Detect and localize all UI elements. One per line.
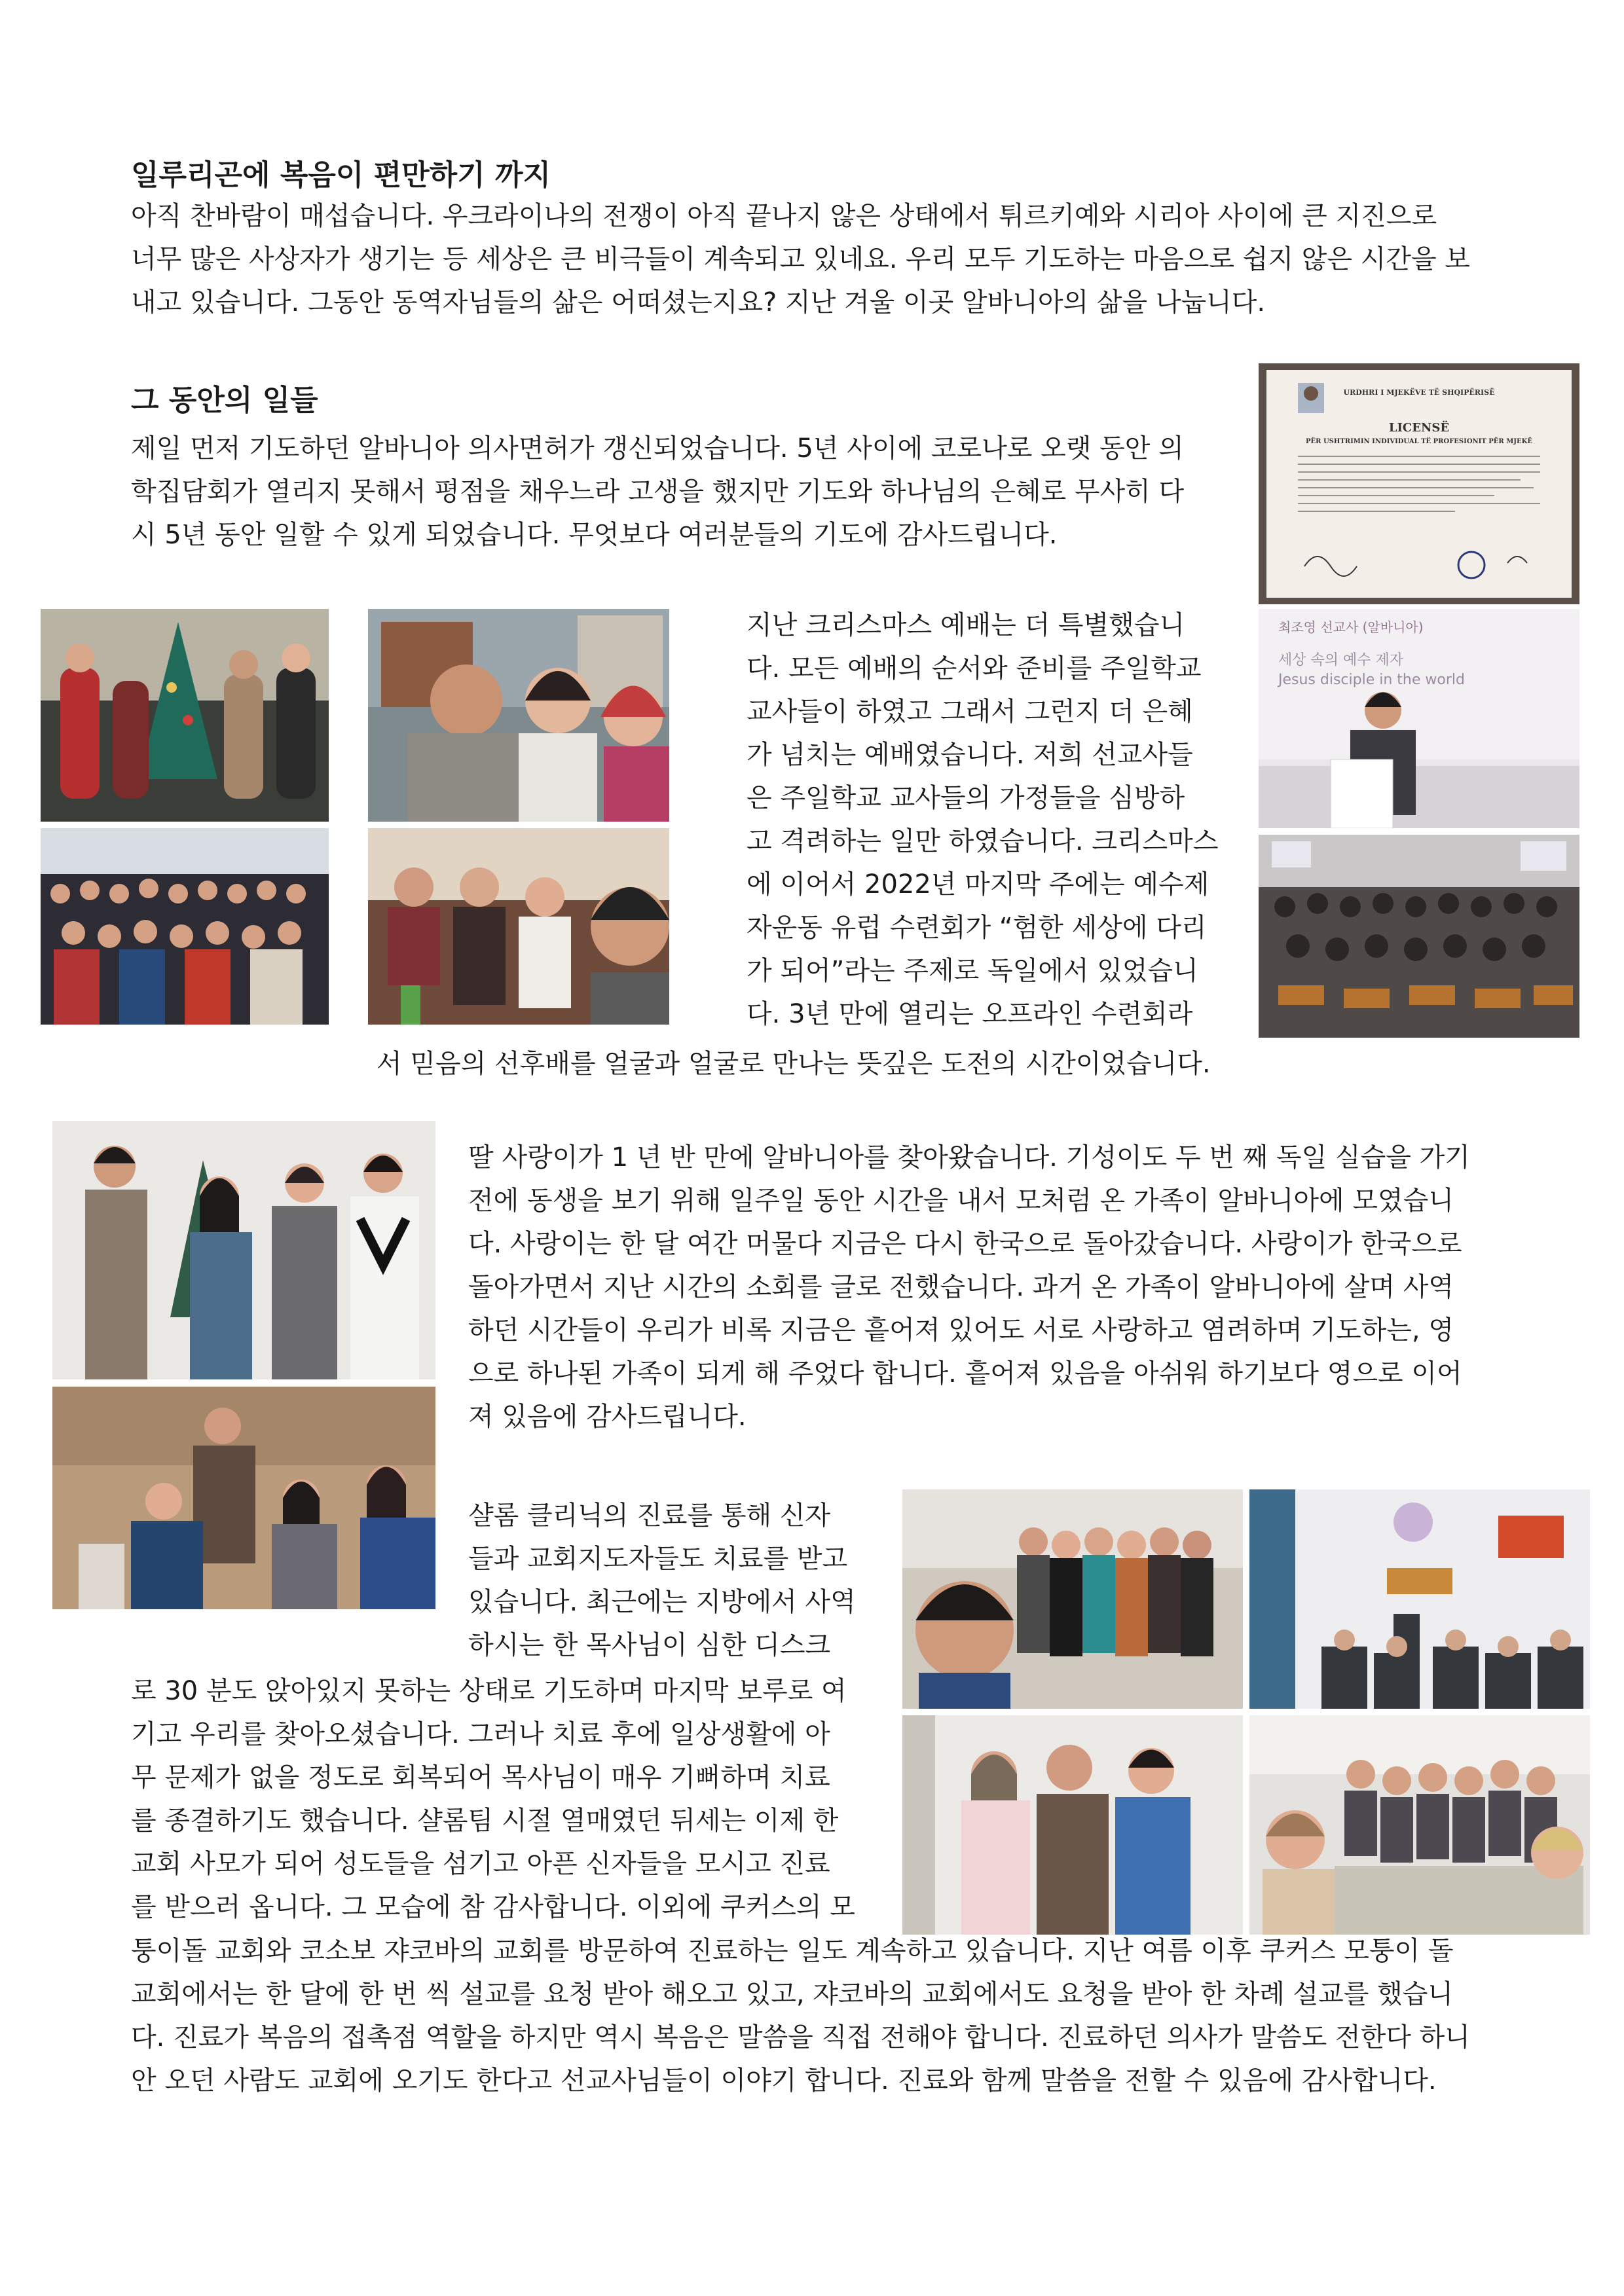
text-line: 시 5년 동안 일할 수 있게 되었습니다. 무엇보다 여러분들의 기도에 감사드립니다. [131, 520, 1058, 550]
license-header: URDHRI I MJEKËVE TË SHQIPËRISË [1343, 388, 1495, 397]
text-line: 안 오던 사람도 교회에 오기도 한다고 선교사님들이 이야기 합니다. 진료와 함께 말씀을 전할 수 있음에 감사합니다. [131, 2066, 1437, 2096]
clinic-paragraph-mid [131, 1671, 874, 1933]
text-line: 를 종결하기도 했습니다. 샬롬팀 시절 열매였던 뒤세는 이제 한 [131, 1806, 839, 1836]
slide-title-ko: 세상 속의 예수 제자 [1278, 652, 1403, 668]
text-line: 하던 시간들이 우리가 비록 지금은 흩어져 있어도 서로 사랑하고 염려하며 기도하는, 영 [468, 1315, 1454, 1345]
text-line: 들과 교회지도자들도 치료를 받고 [468, 1544, 848, 1574]
text-line: 져 있음에 감사드립니다. [468, 1402, 747, 1432]
christmas-children-photo [41, 609, 329, 822]
text-line: 교사들이 하였고 그래서 그런지 더 은혜 [747, 697, 1193, 727]
family-clinic-photo [52, 1387, 435, 1609]
clinic-paragraph-end [131, 1931, 1526, 2108]
text-line: 전에 동생을 보기 위해 일주일 동안 시간을 내서 모처럼 온 가족이 알바니아에 모였습니 [468, 1186, 1454, 1216]
text-line: 가 되어”라는 주제로 독일에서 있었습니 [747, 956, 1198, 986]
text-line: 서 믿음의 선후배를 얼굴과 얼굴로 만나는 뜻깊은 도전의 시간이었습니다. [377, 1049, 1211, 1079]
christmas-congregation-photo [41, 828, 329, 1025]
text-line: 무 문제가 없을 정도로 회복되어 목사님이 매우 기뻐하며 치료 [131, 1762, 830, 1793]
text-line: 기고 우리를 찾아오셨습니다. 그러나 치료 후에 일상생활에 아 [131, 1719, 830, 1749]
home-visit-photo [368, 828, 669, 1025]
text-line: 다. 사랑이는 한 달 여간 머물다 지금은 다시 한국으로 돌아갔습니다. 사랑이가 한국으로 [468, 1229, 1462, 1259]
intro-paragraph [131, 196, 1506, 327]
text-line: 에 이어서 2022년 마지막 주에는 예수제 [747, 869, 1209, 900]
license-subtitle: PËR USHTRIMIN INDIVIDUAL TË PROFESIONIT PËR MJEKË [1306, 438, 1532, 445]
family-photo [52, 1121, 435, 1379]
clinic-selfie-photo [902, 1489, 1243, 1709]
text-line: 가 넘치는 예배였습니다. 저희 선교사들 [747, 740, 1193, 770]
text-line: 다. 모든 예배의 순서와 준비를 주일학교 [747, 653, 1202, 683]
text-line: 를 받으러 옵니다. 그 모습에 참 감사합니다. 이외에 쿠커스의 모 [131, 1892, 855, 1922]
text-line: 다. 진료가 복음의 접촉점 역할을 하지만 역시 복음은 말씀을 직접 전해야 합니다. 진료하던 의사가 말씀도 전한다 하니 [131, 2022, 1470, 2052]
slide-speaker-label: 최조영 선교사 (알바니아) [1278, 619, 1424, 635]
text-line: 은 주일학교 교사들의 가정들을 심방하 [747, 783, 1185, 813]
christmas-paragraph-end [377, 1044, 1293, 1084]
text-line: 돌아가면서 지난 시간의 소회를 글로 전했습니다. 과거 온 가족이 알바니아에 살며 사역 [468, 1272, 1454, 1302]
slide-title-en: Jesus disciple in the world [1278, 672, 1465, 688]
clinic-staff-photo [902, 1715, 1243, 1935]
text-line: 지난 크리스마스 예배는 더 특별했습니 [747, 610, 1185, 640]
license-paragraph [131, 429, 1244, 560]
text-line: 자운동 유럽 수련회가 “험한 세상에 다리 [747, 913, 1207, 943]
license-title: LICENSË [1388, 421, 1450, 435]
text-line: 교회에서는 한 달에 한 번 씩 설교를 요청 받아 해오고 있고, 쟈코바의 교회에서도 요청을 받아 한 차례 설교를 했습니 [131, 1979, 1454, 2009]
text-line: 너무 많은 사상자가 생기는 등 세상은 큰 비극들이 계속되고 있네요. 우리 모두 기도하는 마음으로 쉽지 않은 시간을 보 [131, 244, 1470, 274]
text-line: 학집담회가 열리지 못해서 평점을 채우느라 고생을 했지만 기도와 하나님의 은혜로 무사히 다 [131, 477, 1185, 507]
text-line: 내고 있습니다. 그동안 동역자님들의 삶은 어떠셨는지요? 지난 겨울 이곳 알바니아의 삶을 나눕니다. [131, 287, 1266, 318]
text-line: 로 30 분도 앉아있지 못하는 상태로 기도하며 마지막 보루로 여 [131, 1676, 847, 1706]
section-title-updates: 그 동안의 일들 [131, 384, 318, 417]
conference-speaker-photo [1259, 609, 1579, 828]
clinic-paragraph-start [468, 1496, 874, 1666]
section-title-intro: 일루리곤에 복음이 편만하기 까지 [131, 158, 551, 192]
text-line: 제일 먼저 기도하던 알바니아 의사면허가 갱신되었습니다. 5년 사이에 코로나로 오랫 동안 의 [131, 433, 1184, 464]
text-line: 고 격려하는 일만 하였습니다. 크리스마스 [747, 826, 1219, 856]
conference-audience-photo [1259, 835, 1579, 1038]
group-selfie-photo [368, 609, 669, 822]
text-line: 하시는 한 목사님이 심한 디스크 [468, 1630, 831, 1660]
text-line: 아직 찬바람이 매섭습니다. 우크라이나의 전쟁이 아직 끝나지 않은 상태에서 튀르키예와 시리아 사이에 큰 지진으로 [131, 201, 1437, 231]
license-certificate-photo [1259, 363, 1579, 604]
church-fellowship-photo [1249, 1715, 1590, 1935]
christmas-paragraph [747, 606, 1244, 1038]
text-line: 있습니다. 최근에는 지방에서 사역 [468, 1587, 856, 1617]
text-line: 퉁이돌 교회와 코소보 쟈코바의 교회를 방문하여 진료하는 일도 계속하고 있습니다. 지난 여름 이후 쿠커스 모퉁이 돌 [131, 1936, 1454, 1966]
church-service-photo [1249, 1489, 1590, 1709]
family-paragraph [468, 1138, 1529, 1446]
text-line: 딸 사랑이가 1 년 반 만에 알바니아를 찾아왔습니다. 기성이도 두 번 째 독일 실습을 가기 [468, 1142, 1470, 1173]
text-line: 으로 하나된 가족이 되게 해 주었다 합니다. 흩어져 있음을 아쉬워 하기보다 영으로 이어 [468, 1358, 1462, 1389]
text-line: 다. 3년 만에 열리는 오프라인 수련회라 [747, 999, 1193, 1029]
text-line: 샬롬 클리닉의 진료를 통해 신자 [468, 1501, 831, 1531]
text-line: 교회 사모가 되어 성도들을 섬기고 아픈 신자들을 모시고 진료 [131, 1849, 830, 1879]
